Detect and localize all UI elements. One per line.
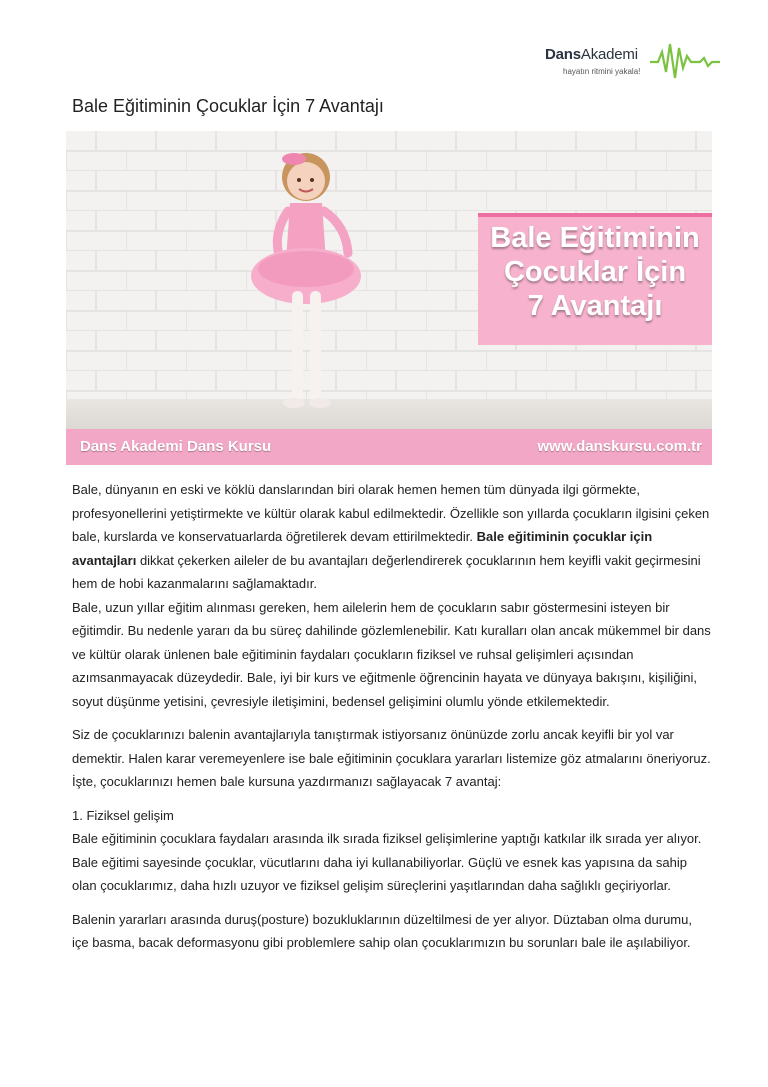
article-body: [72, 478, 712, 955]
hero-overlay-box: [478, 213, 712, 345]
ballerina-girl-illustration: [236, 141, 386, 426]
hero-overlay-line-2: Çocuklar İçin: [503, 256, 687, 288]
paragraph-2: Bale, uzun yıllar eğitim alınması gereken, hem ailelerin hem de çocukların sabır göstermesini isteyen bir eğitimdir. Bu nedenle yararı da bu süreç dahilinde gözlemlenebilir. Katı kuralları olan ancak mükemmel bir dans ve kültür olarak ünlenen bale eğitiminin faydaları çocukların fiziksel ve ruhsal gelişimleri açısından azımsanmayacak düzeydedir. Bale, iyi bir kurs ve eğitmenle öğrencinin hayata ve dünyaya bakışını, kişiliğini, soyut düşünme yetisini, çevresiyle iletişimini, bedensel gelişimini olumlu yönde etkilemektedir.: [72, 599, 711, 709]
logo-brand: DansAkademi: [545, 46, 638, 63]
hero-footer-band: [66, 429, 712, 465]
band-website-text: www.danskursu.com.tr: [537, 438, 702, 455]
band-brand-text: Dans Akademi Dans Kursu: [80, 438, 272, 455]
highlight-phrase: Bale eğitiminin çocuklar için avantajları: [72, 529, 653, 568]
page-title: Bale Eğitiminin Çocuklar İçin 7 Avantajı: [72, 96, 384, 116]
section-heading-1: 1. Fiziksel gelişim: [72, 807, 174, 823]
paragraph-intro: Bale, dünyanın en eski ve köklü danslarından biri olarak hemen hemen tüm dünyada ilgi görmekte, profesyonellerini yetiştirmekte ve kültür olarak kabul edilmektedir. Özellikle son yıllarda çocukların ilgisini çeken bale, kurslarda ve konservatuarlarda öğretilerek devam ettirilmektedir. Bale eğitiminin çocuklar için avantajları dikkat çekerken aileler de bu avantajları değerlendirerek çocuklarının hem keyifli vakit geçirmesini hem de hobi kazanmalarını sağlamaktadır.: [72, 482, 710, 591]
logo: [545, 38, 725, 88]
hero-image: [66, 131, 712, 465]
paragraph-3: Siz de çocuklarınızı balenin avantajlarıyla tanıştırmak istiyorsanız önünüzde zorlu ancak keyifli bir yol var demektir. Halen karar veremeyenlere ise bale eğitiminin çocuklara yararları listemize göz atmalarını öneriyoruz. İşte, çocuklarınızı hemen bale kursuna yazdırmanızı sağlayacak 7 avantaj:: [72, 727, 711, 789]
hero-overlay-line-3: 7 Avantajı: [527, 290, 663, 322]
paragraph-4: Bale eğitiminin çocuklara faydaları arasında ilk sırada fiziksel gelişimlerine yaptığı katkılar ilk sırada yer alıyor. Bale eğitimi sayesinde çocuklar, vücutlarını daha iyi kullanabiliyorlar. Güçlü ve esnek kas yapısına da sahip olan çocuklarımız, daha hızlı uzuyor ve fiziksel gelişim süreçlerini yaşıtlarından daha sağlıklı geçiriyorlar.: [72, 831, 702, 893]
pulse-wave-icon: [650, 38, 720, 84]
hero-overlay-line-1: Bale Eğitiminin: [490, 222, 700, 254]
floor: [66, 399, 712, 429]
logo-tagline: hayatın ritmini yakala!: [563, 67, 641, 76]
paragraph-5: Balenin yararları arasında duruş(posture) bozukluklarının düzeltilmesi de yer alıyor. Düztaban olma durumu, içe basma, bacak deformasyonu gibi problemlere sahip olan çocuklarımızın bu sorunları bale ile aşılabiliyor.: [72, 911, 692, 950]
